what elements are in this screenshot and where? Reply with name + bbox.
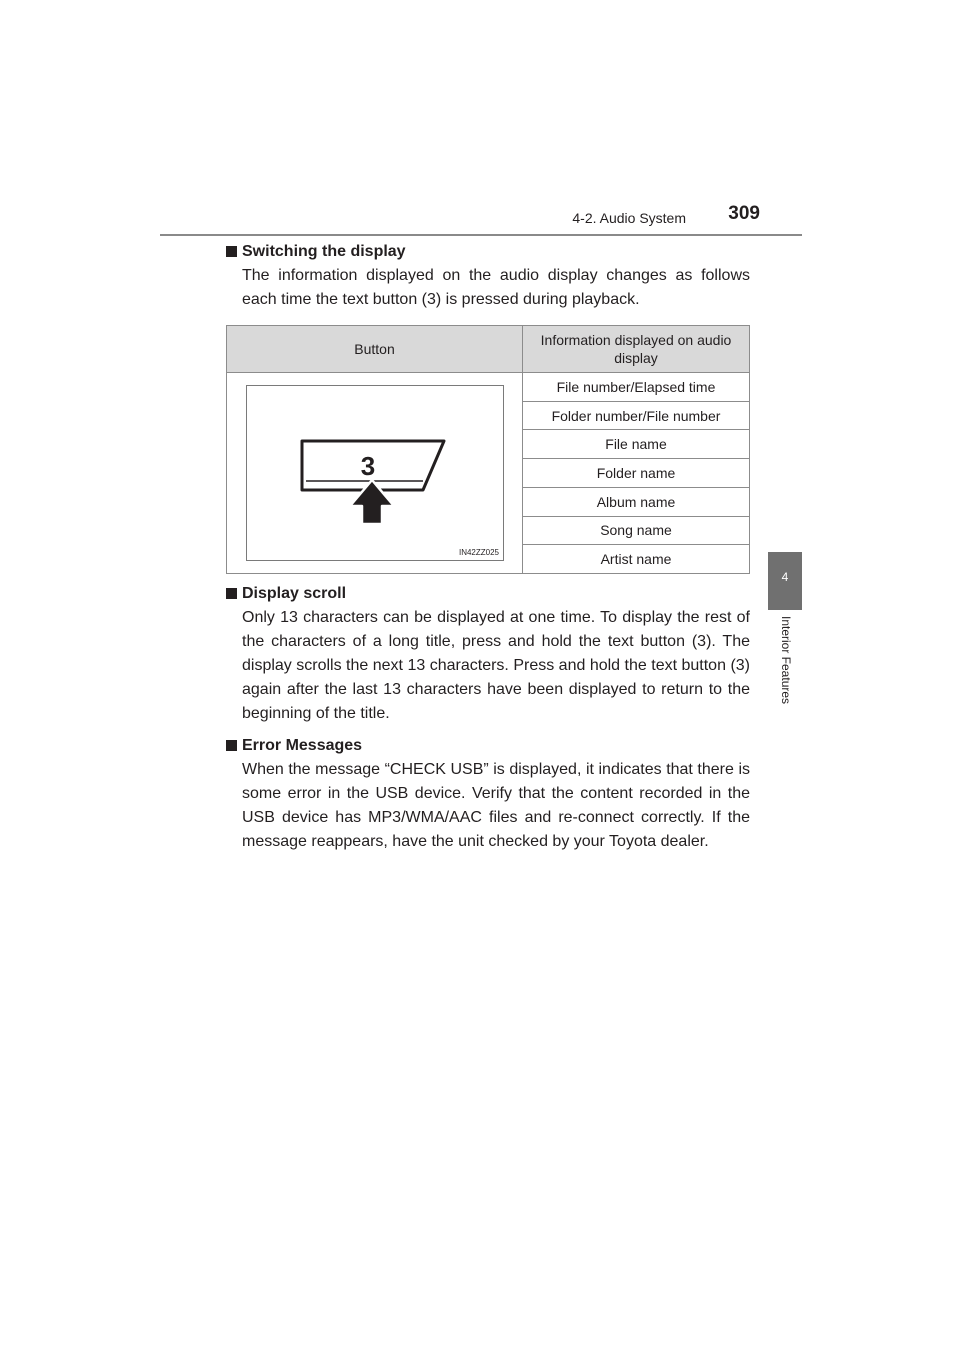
- scroll-heading-text: Display scroll: [242, 585, 347, 602]
- scroll-heading: [226, 584, 750, 604]
- switching-section: [226, 242, 750, 312]
- square-bullet-icon: [226, 740, 237, 751]
- col-header-info: Information displayed on audio display: [523, 326, 750, 373]
- chapter-label-text: Interior Features: [779, 616, 793, 705]
- chapter-tab: [768, 552, 802, 610]
- chapter-label: [779, 616, 793, 726]
- text-button-icon: [247, 386, 503, 560]
- square-bullet-icon: [226, 588, 237, 599]
- scroll-body: Only 13 characters can be displayed at one time. To display the rest of the characters of a long title, press and hold the text button (3). The display scrolls the next 13 characters. Press and hold the text button (3) again after the last 13 characters have been displayed to return to the beginning of the title.: [242, 609, 750, 722]
- chapter-number: 4: [781, 570, 789, 584]
- switching-heading-text: Switching the display: [242, 243, 406, 260]
- page-header: [160, 196, 802, 236]
- button-illustration-cell: [227, 373, 523, 574]
- illustration-code: IN42ZZ025: [458, 548, 499, 557]
- switching-body: The information displayed on the audio display changes as follows each time the text button (3) is pressed during playback.: [242, 267, 750, 308]
- info-row-5: Song name: [523, 516, 750, 545]
- square-bullet-icon: [226, 246, 237, 257]
- info-row-0: File number/Elapsed time: [523, 373, 750, 402]
- info-row-1: Folder number/File number: [523, 401, 750, 430]
- text-button-illustration: [246, 385, 504, 561]
- page-number: 309: [728, 203, 760, 224]
- col-header-button: Button: [227, 326, 523, 373]
- info-row-4: Album name: [523, 487, 750, 516]
- scroll-section: [226, 584, 750, 726]
- display-info-table: [226, 325, 750, 574]
- section-title: 4-2. Audio System: [572, 210, 686, 226]
- errors-body: When the message “CHECK USB” is displayed, it indicates that there is some error in the USB device. Verify that the content recorded in the USB device has MP3/WMA/AAC files and re-connect correctly. If the message reappears, have the unit checked by your Toyota dealer.: [242, 761, 750, 850]
- header-rule: [160, 234, 802, 236]
- errors-heading: [226, 736, 750, 756]
- info-row-3: Folder name: [523, 459, 750, 488]
- info-row-6: Artist name: [523, 545, 750, 574]
- button-number-label: 3: [360, 451, 376, 481]
- errors-heading-text: Error Messages: [242, 737, 363, 754]
- info-row-2: File name: [523, 430, 750, 459]
- page-content: [226, 242, 750, 854]
- errors-section: [226, 736, 750, 854]
- switching-heading: [226, 242, 750, 262]
